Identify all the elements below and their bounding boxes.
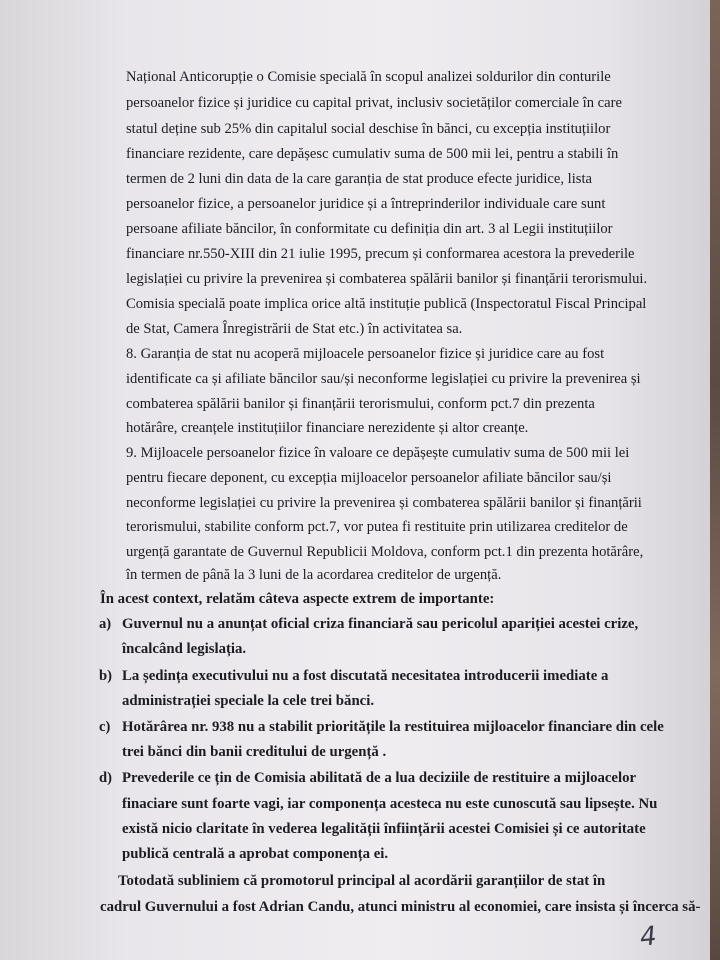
item-label: b) bbox=[99, 668, 112, 684]
text-line: hotărâre, creanțele instituțiilor financiare nerezidente și altor creanțe. bbox=[126, 420, 529, 436]
item-label: a) bbox=[99, 616, 112, 632]
text-line: persoanelor fizice, a persoanelor juridice și a întreprinderilor individuale care sunt bbox=[126, 196, 606, 212]
item-line: Prevederile ce țin de Comisia abilitată de a lua deciziile de restituire a mijloacelor bbox=[122, 770, 637, 786]
item-line: Hotărârea nr. 938 nu a stabilit prioritățile la restituirea mijloacelor financiare din cele bbox=[122, 719, 664, 735]
text-line: persoanelor fizice și juridice cu capital privat, inclusiv societăților comerciale în care bbox=[126, 95, 622, 111]
item-line: trei bănci din banii creditului de urgență . bbox=[122, 744, 387, 760]
closing-line: cadrul Guvernului a fost Adrian Candu, atunci ministru al economiei, care insista și încerca să- bbox=[100, 899, 701, 915]
item-line: Guvernul nu a anunțat oficial criza financiară sau pericolul apariției acestei crize, bbox=[122, 616, 639, 632]
text-line: termen de 2 luni din data de la care garanția de stat produce efecte juridice, lista bbox=[126, 171, 592, 187]
text-line: identificate ca și afiliate băncilor sau/și neconforme legislației cu privire la prevenirea și bbox=[126, 371, 641, 387]
text-line: neconforme legislației cu privire la prevenirea și combaterea spălării banilor și finanțării bbox=[126, 495, 642, 511]
item-line: există nicio claritate în vederea legalității înființării acestei Comisiei și ce autoritate bbox=[122, 821, 646, 837]
text-line: persoane afiliate băncilor, în conformitate cu definiția din art. 3 al Legii instituțiilor bbox=[126, 221, 613, 237]
text-line: 8. Garanția de stat nu acoperă mijloacele persoanelor fizice și juridice care au fost bbox=[126, 346, 605, 362]
item-line: administrației speciale la cele trei bănci. bbox=[122, 693, 375, 709]
text-line: urgență garantate de Guvernul Republicii Moldova, conform pct.1 din prezenta hotărâre, bbox=[126, 544, 644, 560]
text-line: Comisia specială poate implica orice altă instituție publică (Inspectoratul Fiscal Principal bbox=[126, 296, 647, 312]
text-line: financiare rezidente, care depășesc cumulativ suma de 500 mii lei, pentru a stabili în bbox=[126, 146, 619, 162]
item-line: publică centrală a aprobat componența ei. bbox=[122, 846, 389, 862]
text-line: pentru fiecare deponent, cu excepția mijloacelor persoanelor afiliate băncilor sau/și bbox=[126, 470, 612, 486]
text-line: combaterea spălării banilor și finanțării terorismului, conform pct.7 din prezenta bbox=[126, 396, 595, 412]
text-line: terorismului, stabilite conform pct.7, vor putea fi restituite prin utilizarea creditelor de bbox=[126, 519, 628, 535]
item-line: finaciare sunt foarte vagi, iar componența acesteca nu este cunoscută sau lipsește. Nu bbox=[122, 796, 658, 812]
text-line: de Stat, Camera Înregistrării de Stat etc.) în activitatea sa. bbox=[126, 321, 463, 337]
text-line: statul deține sub 25% din capitalul social deschise în bănci, cu excepția instituțiilor bbox=[126, 121, 611, 137]
text-line: financiare nr.550-XIII din 21 iulie 1995, precum și conformarea acestora la prevederile bbox=[126, 246, 635, 262]
page-number: 4 bbox=[638, 921, 659, 953]
item-line: La ședința executivului nu a fost discutată necesitatea introducerii imediate a bbox=[122, 668, 609, 684]
closing-line: Totodată subliniem că promotorul principal al acordării garanțiilor de stat în bbox=[118, 873, 606, 889]
item-line: încalcând legislația. bbox=[122, 641, 247, 657]
context-heading: În acest context, relatăm câteva aspecte extrem de importante: bbox=[100, 591, 495, 607]
item-label: c) bbox=[99, 719, 111, 735]
item-label: d) bbox=[99, 770, 112, 786]
text-line: Național Anticorupție o Comisie specială în scopul analizei soldurilor din conturile bbox=[126, 69, 611, 85]
text-line: în termen de până la 3 luni de la acordarea creditelor de urgență. bbox=[126, 567, 502, 583]
text-line: legislației cu privire la prevenirea și combaterea spălării banilor și finanțării terorismului. bbox=[126, 271, 648, 287]
text-line: 9. Mijloacele persoanelor fizice în valoare ce depășește cumulativ suma de 500 mii lei bbox=[126, 445, 630, 461]
